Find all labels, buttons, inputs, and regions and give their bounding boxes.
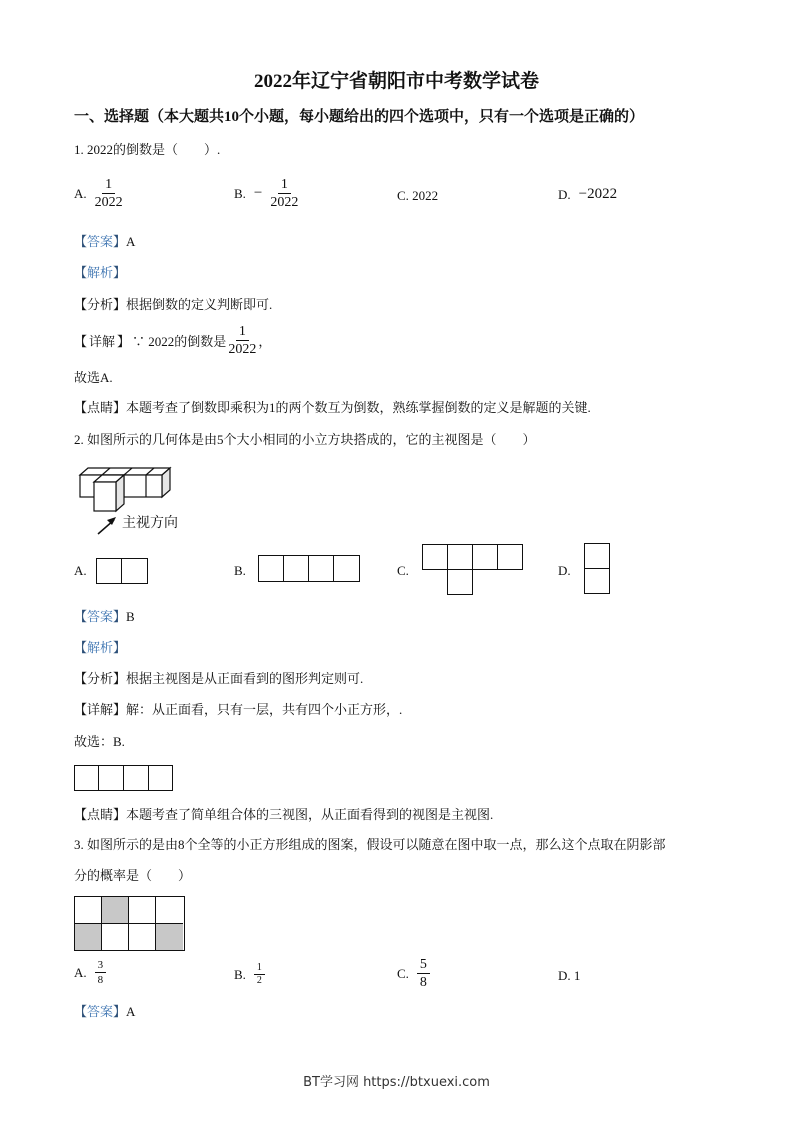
- denominator: 2: [256, 975, 262, 986]
- option-label: C.: [397, 965, 409, 981]
- bracket: 】: [113, 671, 127, 686]
- q1-stem: 1. 2022的倒数是（ ）.: [74, 142, 221, 157]
- bracket: 【: [74, 234, 88, 249]
- option-value: −2022: [578, 186, 618, 202]
- numerator: 1: [278, 176, 291, 194]
- q2-solution-figure: [74, 765, 173, 791]
- q1-option-d: [558, 186, 617, 203]
- bracket: 】: [113, 1004, 127, 1019]
- bracket: 】: [113, 807, 127, 822]
- analysis-tag: 解析: [87, 265, 114, 280]
- q1-dianjing: [74, 399, 591, 417]
- fraction: [417, 956, 430, 991]
- bracket: 】: [113, 609, 127, 624]
- comma: ，: [258, 334, 272, 349]
- q1-option-b: [234, 176, 298, 211]
- shaded-cell: [102, 897, 129, 924]
- q2-option-d-label: D.: [558, 563, 571, 578]
- cell: [497, 544, 523, 570]
- q3-answer: [74, 1003, 135, 1021]
- q2-stem: 2. 如图所示的几何体是由5个大小相同的小立方块搭成的，它的主视图是（ ）: [74, 432, 536, 447]
- bracket: 】: [113, 265, 127, 280]
- answer-value: A: [126, 1004, 136, 1019]
- option-label: B.: [234, 185, 246, 201]
- option-label: D.: [558, 186, 571, 202]
- xiangjie-tag: 详解: [89, 334, 116, 349]
- cell: [102, 924, 129, 951]
- cell: [156, 897, 183, 924]
- answer-value: B: [126, 609, 135, 624]
- minus-sign: −: [253, 185, 263, 201]
- cell: [422, 544, 448, 570]
- bracket: 】: [113, 234, 127, 249]
- q2-option-b-figure: [258, 555, 360, 582]
- bracket: 】: [113, 297, 127, 312]
- bracket: 【: [74, 609, 88, 624]
- option-label: A.: [74, 185, 87, 201]
- section-heading: 一、选择题（本大题共10个小题，每小题给出的四个选项中，只有一个选项是正确的）: [74, 109, 645, 125]
- bracket: 【: [74, 297, 88, 312]
- fraction: [270, 176, 298, 211]
- cell: [129, 897, 156, 924]
- bracket: 】: [113, 640, 127, 655]
- bracket: 【: [74, 640, 88, 655]
- q2-option-a-label: A.: [74, 563, 87, 578]
- bracket: 【: [74, 334, 88, 349]
- numerator: 1: [102, 176, 115, 194]
- fraction: [228, 323, 256, 358]
- denominator: 8: [419, 975, 427, 990]
- dianjing-tag: 点睛: [87, 400, 114, 415]
- fenxi-text: 根据倒数的定义判断即可.: [126, 297, 273, 312]
- shaded-cell: [75, 924, 102, 951]
- answer-tag: 答案: [87, 234, 114, 249]
- dianjing-text: 本题考查了简单组合体的三视图，从正面看得到的视图是主视图.: [126, 807, 494, 822]
- numerator: 3: [95, 958, 107, 973]
- xiangjie-text: ∵ 2022的倒数是: [132, 334, 227, 349]
- fraction: [95, 958, 107, 987]
- cell: [129, 924, 156, 951]
- bracket: 【: [74, 400, 88, 415]
- answer-tag: 答案: [87, 609, 114, 624]
- bracket: 【: [74, 265, 88, 280]
- q3-stem-line2: 分的概率是（ ）: [74, 868, 192, 883]
- cell: [447, 544, 473, 570]
- fraction: [254, 962, 265, 987]
- q2-option-b-label: B.: [234, 563, 246, 578]
- xiangjie-text: 解：从正面看，只有一层，共有四个小正方形，.: [126, 702, 403, 717]
- denominator: 8: [97, 974, 104, 986]
- q3-option-a: [74, 958, 106, 987]
- bracket: 【: [74, 702, 88, 717]
- q1-choose: 故选A.: [74, 370, 113, 385]
- q2-dianjing: [74, 806, 493, 824]
- cell: [472, 544, 498, 570]
- fenxi-text: 根据主视图是从正面看到的图形判定则可.: [126, 671, 364, 686]
- q3-option-c: [397, 956, 430, 991]
- q3-stem-line1: 3. 如图所示的是由8个全等的小正方形组成的图案，假设可以随意在图中取一点，那么这个点取在阴影部: [74, 837, 666, 852]
- xiangjie-tag: 详解: [87, 702, 114, 717]
- cell: [75, 897, 102, 924]
- analysis-tag: 解析: [87, 640, 114, 655]
- fenxi-tag: 分析: [87, 297, 114, 312]
- numerator: 1: [236, 323, 249, 341]
- q2-answer: [74, 608, 135, 626]
- option-label: B.: [234, 966, 246, 982]
- q1-xiangjie: [74, 323, 271, 358]
- q1-fenxi: [74, 296, 272, 314]
- q2-fenxi: [74, 670, 363, 688]
- bracket: 【: [74, 671, 88, 686]
- bracket: 】: [113, 702, 127, 717]
- fraction: [95, 176, 123, 211]
- q1-option-a: [74, 176, 123, 211]
- denominator: 2022: [94, 195, 123, 210]
- fenxi-tag: 分析: [87, 671, 114, 686]
- bracket: 】: [117, 334, 131, 349]
- q3-option-d: D. 1: [558, 968, 581, 983]
- direction-label: 主视方向: [122, 515, 178, 531]
- shaded-cell: [156, 924, 183, 951]
- denominator: 2022: [270, 195, 299, 210]
- bracket: 【: [74, 807, 88, 822]
- footer-watermark: BT学习网 https://btxuexi.com: [303, 1075, 490, 1090]
- cell: [584, 543, 610, 569]
- dianjing-tag: 点睛: [87, 807, 114, 822]
- q2-analysis-tag: [74, 639, 126, 657]
- dianjing-text: 本题考查了倒数即乘积为1的两个数互为倒数，熟练掌握倒数的定义是解题的关键.: [126, 400, 591, 415]
- q3-option-b: [234, 962, 265, 987]
- page-title: 2022年辽宁省朝阳市中考数学试卷: [253, 71, 539, 92]
- q2-xiangjie: [74, 701, 402, 719]
- answer-tag: 答案: [87, 1004, 114, 1019]
- answer-value: A: [126, 234, 136, 249]
- cell: [447, 569, 473, 595]
- numerator: 5: [417, 956, 430, 974]
- q3-shaded-grid: [74, 896, 185, 951]
- cell: [584, 568, 610, 594]
- q2-choose: 故选：B.: [74, 734, 125, 749]
- q2-option-c-label: C.: [397, 563, 409, 578]
- bracket: 【: [74, 1004, 88, 1019]
- numerator: 1: [254, 962, 265, 975]
- bracket: 】: [113, 400, 127, 415]
- q1-analysis-tag: [74, 264, 126, 282]
- q2-option-a-figure: [96, 558, 148, 584]
- q1-option-c: C. 2022: [397, 188, 439, 203]
- denominator: 2022: [228, 342, 257, 357]
- q1-answer: [74, 233, 135, 251]
- option-label: A.: [74, 964, 87, 980]
